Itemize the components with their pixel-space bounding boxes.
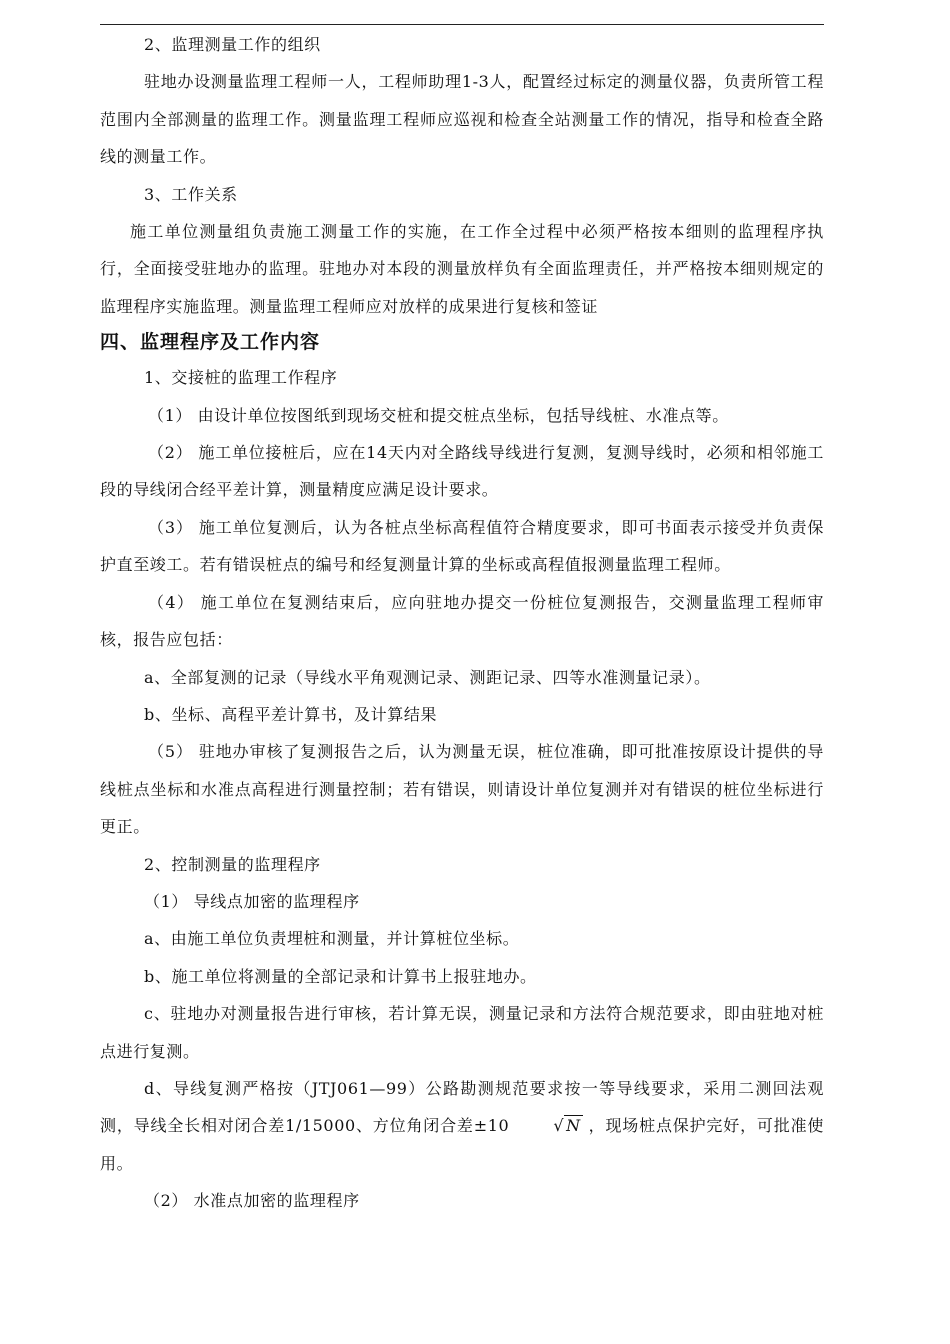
list-item-handover-2: （2） 施工单位接桩后，应在14天内对全路线导线进行复测，复测导线时，必须和相邻施工段的导线闭合经平差计算，测量精度应满足设计要求。 (100, 443, 824, 500)
control-1d-text-pre: d、导线复测严格按（JTJ061—99）公路勘测规范要求按一等导线要求，采用二测回法观测，导线全长相对闭合差1/15000、方位角闭合差±10 (100, 1078, 824, 1136)
header-rule (100, 24, 824, 25)
list-item-handover-1: （1） 由设计单位按图纸到现场交桩和提交桩点坐标，包括导线桩、水准点等。 (148, 405, 729, 425)
list-item-control-1c: c、驻地办对测量报告进行审核，若计算无误，测量记录和方法符合规范要求，即由驻地对桩点进行复测。 (100, 1004, 824, 1061)
list-item-control-1a: a、由施工单位负责埋桩和测量，并计算桩位坐标。 (144, 929, 520, 949)
list-item-control-1b: b、施工单位将测量的全部记录和计算书上报驻地办。 (144, 966, 537, 986)
list-item-control-1d (100, 1070, 824, 1182)
chapter-heading-4: 四、监理程序及工作内容 (100, 331, 321, 354)
list-item-handover-4b: b、坐标、高程平差计算书，及计算结果 (144, 704, 438, 724)
list-item-handover-4: （4） 施工单位在复测结束后，应向驻地办提交一份桩位复测报告，交测量监理工程师审核，报告应包括： (100, 592, 824, 650)
sqrt-radicand: N (566, 1116, 581, 1136)
section-title-handover: 1、交接桩的监理工作程序 (144, 368, 338, 388)
section-title-control-survey: 2、控制测量的监理程序 (144, 854, 321, 874)
list-item-handover-5: （5） 驻地办审核了复测报告之后，认为测量无误，桩位准确，即可批准按原设计提供的导线桩点坐标和水准点高程进行测量控制；若有错误，则请设计单位复测并对有错误的桩位坐标进行更正。 (100, 742, 824, 837)
sqrt-formula: √ N (553, 1116, 581, 1136)
list-item-control-1: （1） 导线点加密的监理程序 (144, 891, 360, 911)
paragraph-work-relations: 施工单位测量组负责施工测量工作的实施，在工作全过程中必须严格按本细则的监理程序执行，全面接受驻地办的监理。驻地办对本段的测量放样负有全面监理责任，并严格按本细则规定的监理程序实施监理。测量监理工程师应对放样的成果进行复核和签证 (100, 222, 824, 316)
section-title-work-relations: 3、工作关系 (144, 184, 238, 204)
list-item-handover-4a: a、全部复测的记录（导线水平角观测记录、测距记录、四等水准测量记录）。 (144, 667, 711, 687)
list-item-handover-3: （3） 施工单位复测后，认为各桩点坐标高程值符合精度要求，即可书面表示接受并负责保护直至竣工。若有错误桩点的编号和经复测量计算的坐标或高程值报测量监理工程师。 (100, 517, 824, 575)
section-title-survey-organization: 2、监理测量工作的组织 (144, 35, 321, 54)
list-item-control-2: （2） 水准点加密的监理程序 (144, 1191, 360, 1211)
control-1d-text-post: ，现场桩点保护完好，可批准使用。 (100, 1116, 824, 1173)
paragraph-survey-organization: 驻地办设测量监理工程师一人，工程师助理1-3人，配置经过标定的测量仪器，负责所管工程范围内全部测量的监理工作。测量监理工程师应巡视和检查全站测量工作的情况，指导和检查全路线的测量工作。 (100, 72, 824, 167)
document-page (100, 26, 824, 1220)
